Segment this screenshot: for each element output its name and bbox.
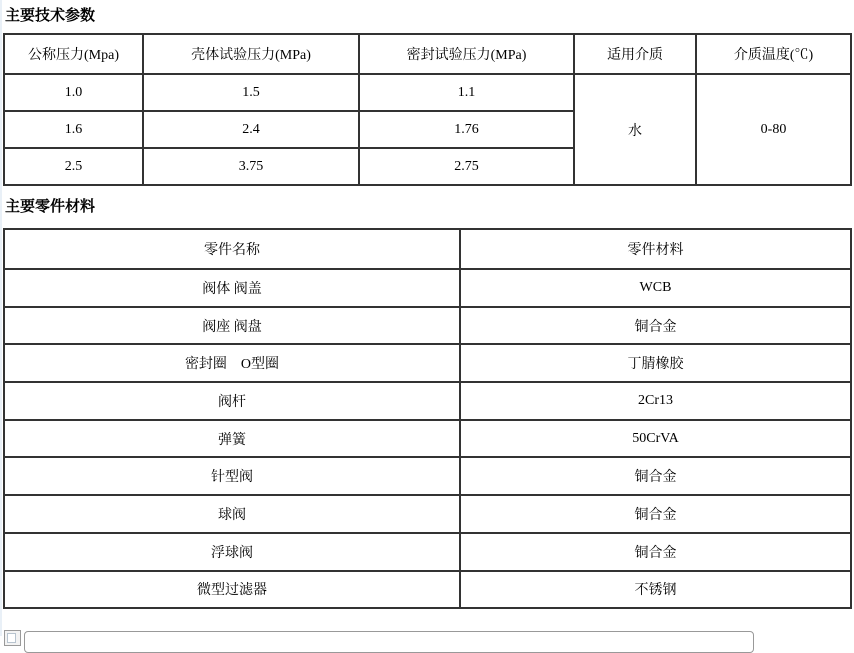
page-left-edge bbox=[0, 0, 2, 636]
technical-parameters-table bbox=[3, 33, 852, 186]
cell-part-name-stem: 阀杆 bbox=[4, 382, 460, 420]
table-row bbox=[4, 269, 851, 307]
table-row bbox=[4, 74, 851, 111]
header-nominal-pressure: 公称压力(Mpa) bbox=[4, 34, 143, 74]
page-content bbox=[3, 0, 850, 609]
cell-part-name-micro-filter: 微型过滤器 bbox=[4, 571, 460, 609]
parts-materials-header-row bbox=[4, 229, 851, 269]
cell-part-name-spring: 弹簧 bbox=[4, 420, 460, 458]
cell-nominal-pressure-1: 1.0 bbox=[4, 74, 143, 111]
cell-part-name-seat-disc: 阀座 阀盘 bbox=[4, 307, 460, 345]
cell-seal-pressure-3: 2.75 bbox=[359, 148, 574, 185]
cell-shell-pressure-2: 2.4 bbox=[143, 111, 359, 148]
technical-parameters-header-row bbox=[4, 34, 851, 74]
cell-shell-pressure-1: 1.5 bbox=[143, 74, 359, 111]
broken-image-page-glyph bbox=[7, 633, 16, 643]
cell-material-micro-filter: 不锈钢 bbox=[460, 571, 851, 609]
cell-part-name-ball-valve: 球阀 bbox=[4, 495, 460, 533]
cell-seal-pressure-2: 1.76 bbox=[359, 111, 574, 148]
cell-part-name-needle-valve: 针型阀 bbox=[4, 457, 460, 495]
section-title-technical-parameters: 主要技术参数 bbox=[5, 8, 96, 24]
cell-nominal-pressure-2: 1.6 bbox=[4, 111, 143, 148]
cell-part-name-body-bonnet: 阀体 阀盖 bbox=[4, 269, 460, 307]
header-part-name: 零件名称 bbox=[4, 229, 460, 269]
cell-shell-pressure-3: 3.75 bbox=[143, 148, 359, 185]
cell-material-seal-oring: 丁腈橡胶 bbox=[460, 344, 851, 382]
cell-material-seat-disc: 铜合金 bbox=[460, 307, 851, 345]
cell-material-spring: 50CrVA bbox=[460, 420, 851, 458]
cell-applicable-medium: 水 bbox=[574, 74, 696, 185]
table-row bbox=[4, 495, 851, 533]
table-row bbox=[4, 382, 851, 420]
table-row bbox=[4, 420, 851, 458]
cell-seal-pressure-1: 1.1 bbox=[359, 74, 574, 111]
table-row bbox=[4, 533, 851, 571]
cell-part-name-seal-oring: 密封圈 O型圈 bbox=[4, 344, 460, 382]
parts-materials-table bbox=[3, 228, 852, 609]
header-part-material: 零件材料 bbox=[460, 229, 851, 269]
table-row bbox=[4, 457, 851, 495]
broken-image-icon bbox=[4, 630, 21, 646]
header-shell-test-pressure: 壳体试验压力(MPa) bbox=[143, 34, 359, 74]
section-title-parts-materials: 主要零件材料 bbox=[5, 199, 96, 215]
table-row bbox=[4, 571, 851, 609]
header-applicable-medium: 适用介质 bbox=[574, 34, 696, 74]
cell-nominal-pressure-3: 2.5 bbox=[4, 148, 143, 185]
header-medium-temperature: 介质温度(℃) bbox=[696, 34, 851, 74]
cell-material-float-valve: 铜合金 bbox=[460, 533, 851, 571]
cell-material-ball-valve: 铜合金 bbox=[460, 495, 851, 533]
cell-part-name-float-valve: 浮球阀 bbox=[4, 533, 460, 571]
cell-material-needle-valve: 铜合金 bbox=[460, 457, 851, 495]
header-seal-test-pressure: 密封试验压力(MPa) bbox=[359, 34, 574, 74]
table-row bbox=[4, 344, 851, 382]
cell-material-stem: 2Cr13 bbox=[460, 382, 851, 420]
cell-material-body-bonnet: WCB bbox=[460, 269, 851, 307]
cell-medium-temperature: 0-80 bbox=[696, 74, 851, 185]
bottom-partial-placeholder-box bbox=[24, 631, 754, 653]
table-row bbox=[4, 307, 851, 345]
